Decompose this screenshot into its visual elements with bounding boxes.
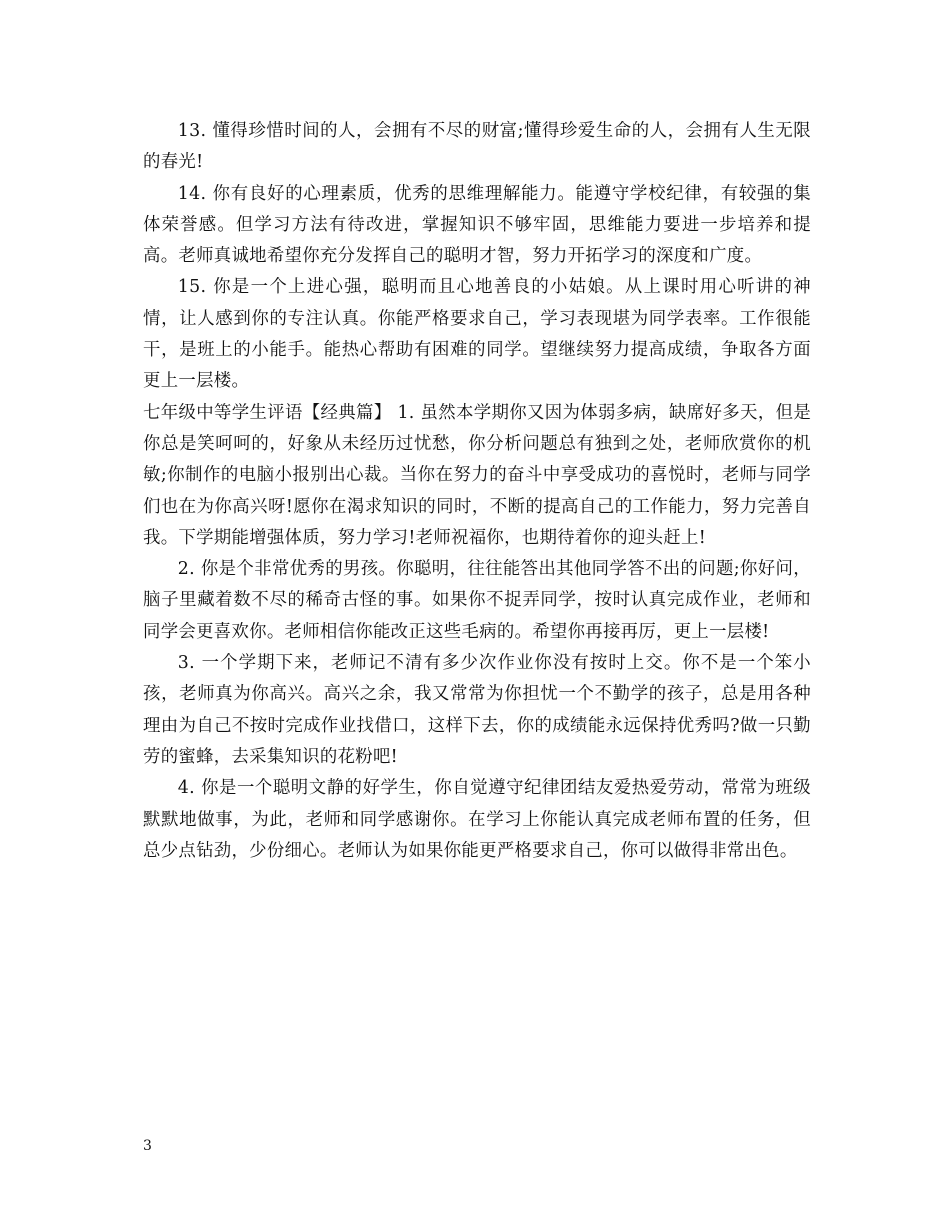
document-body	[143, 116, 811, 867]
section-item-3: 3. 一个学期下来，老师记不清有多少次作业你没有按时上交。你不是一个笨小孩，老师真为你高兴。高兴之余，我又常常为你担忧一个不勤学的孩子，总是用各种理由为自己不按时完成作业找借口，这样下去，你的成绩能永远保持优秀吗?做一只勤劳的蜜蜂，去采集知识的花粉吧!	[143, 653, 811, 767]
section-heading: 七年级中等学生评语【经典篇】	[143, 402, 392, 423]
paragraph-14: 14. 你有良好的心理素质，优秀的思维理解能力。能遵守学校纪律，有较强的集体荣誉感。但学习方法有待改进，掌握知识不够牢固，思维能力要进一步培养和提高。老师真诚地希望你充分发挥自己的聪明才智，努力开拓学习的深度和广度。	[143, 183, 811, 267]
section-item-1: 1. 虽然本学期你又因为体弱多病，缺席好多天，但是你总是笑呵呵的，好象从未经历过忧愁，你分析问题总有独到之处，老师欣赏你的机敏;你制作的电脑小报别出心裁。当你在努力的奋斗中享受成功的喜悦时，老师与同学们也在为你高兴呀!愿你在渴求知识的同时，不断的提高自己的工作能力，努力完善自我。下学期能增强体质，努力学习!老师祝福你，也期待着你的迎头赶上!	[143, 402, 812, 548]
page-number: 3	[143, 1138, 152, 1154]
section-item-4: 4. 你是一个聪明文静的好学生，你自觉遵守纪律团结友爱热爱劳动，常常为班级默默地做事，为此，老师和同学感谢你。在学习上你能认真完成老师布置的任务，但总少点钻劲，少份细心。老师认为如果你能更严格要求自己，你可以做得非常出色。	[143, 778, 811, 861]
paragraph-15: 15. 你是一个上进心强，聪明而且心地善良的小姑娘。从上课时用心听讲的神情，让人感到你的专注认真。你能严格要求自己，学习表现堪为同学表率。工作很能干，是班上的小能手。能热心帮助有困难的同学。望继续努力提高成绩，争取各方面更上一层楼。	[143, 277, 811, 392]
section-item-2: 2. 你是个非常优秀的男孩。你聪明，往往能答出其他同学答不出的问题;你好问，脑子里藏着数不尽的稀奇古怪的事。如果你不捉弄同学，按时认真完成作业，老师和同学会更喜欢你。老师相信你能改正这些毛病的。希望你再接再厉，更上一层楼!	[143, 559, 811, 642]
paragraph-13: 13. 懂得珍惜时间的人，会拥有不尽的财富;懂得珍爱生命的人，会拥有人生无限的春光!	[143, 121, 811, 173]
section-paragraph	[143, 398, 811, 554]
